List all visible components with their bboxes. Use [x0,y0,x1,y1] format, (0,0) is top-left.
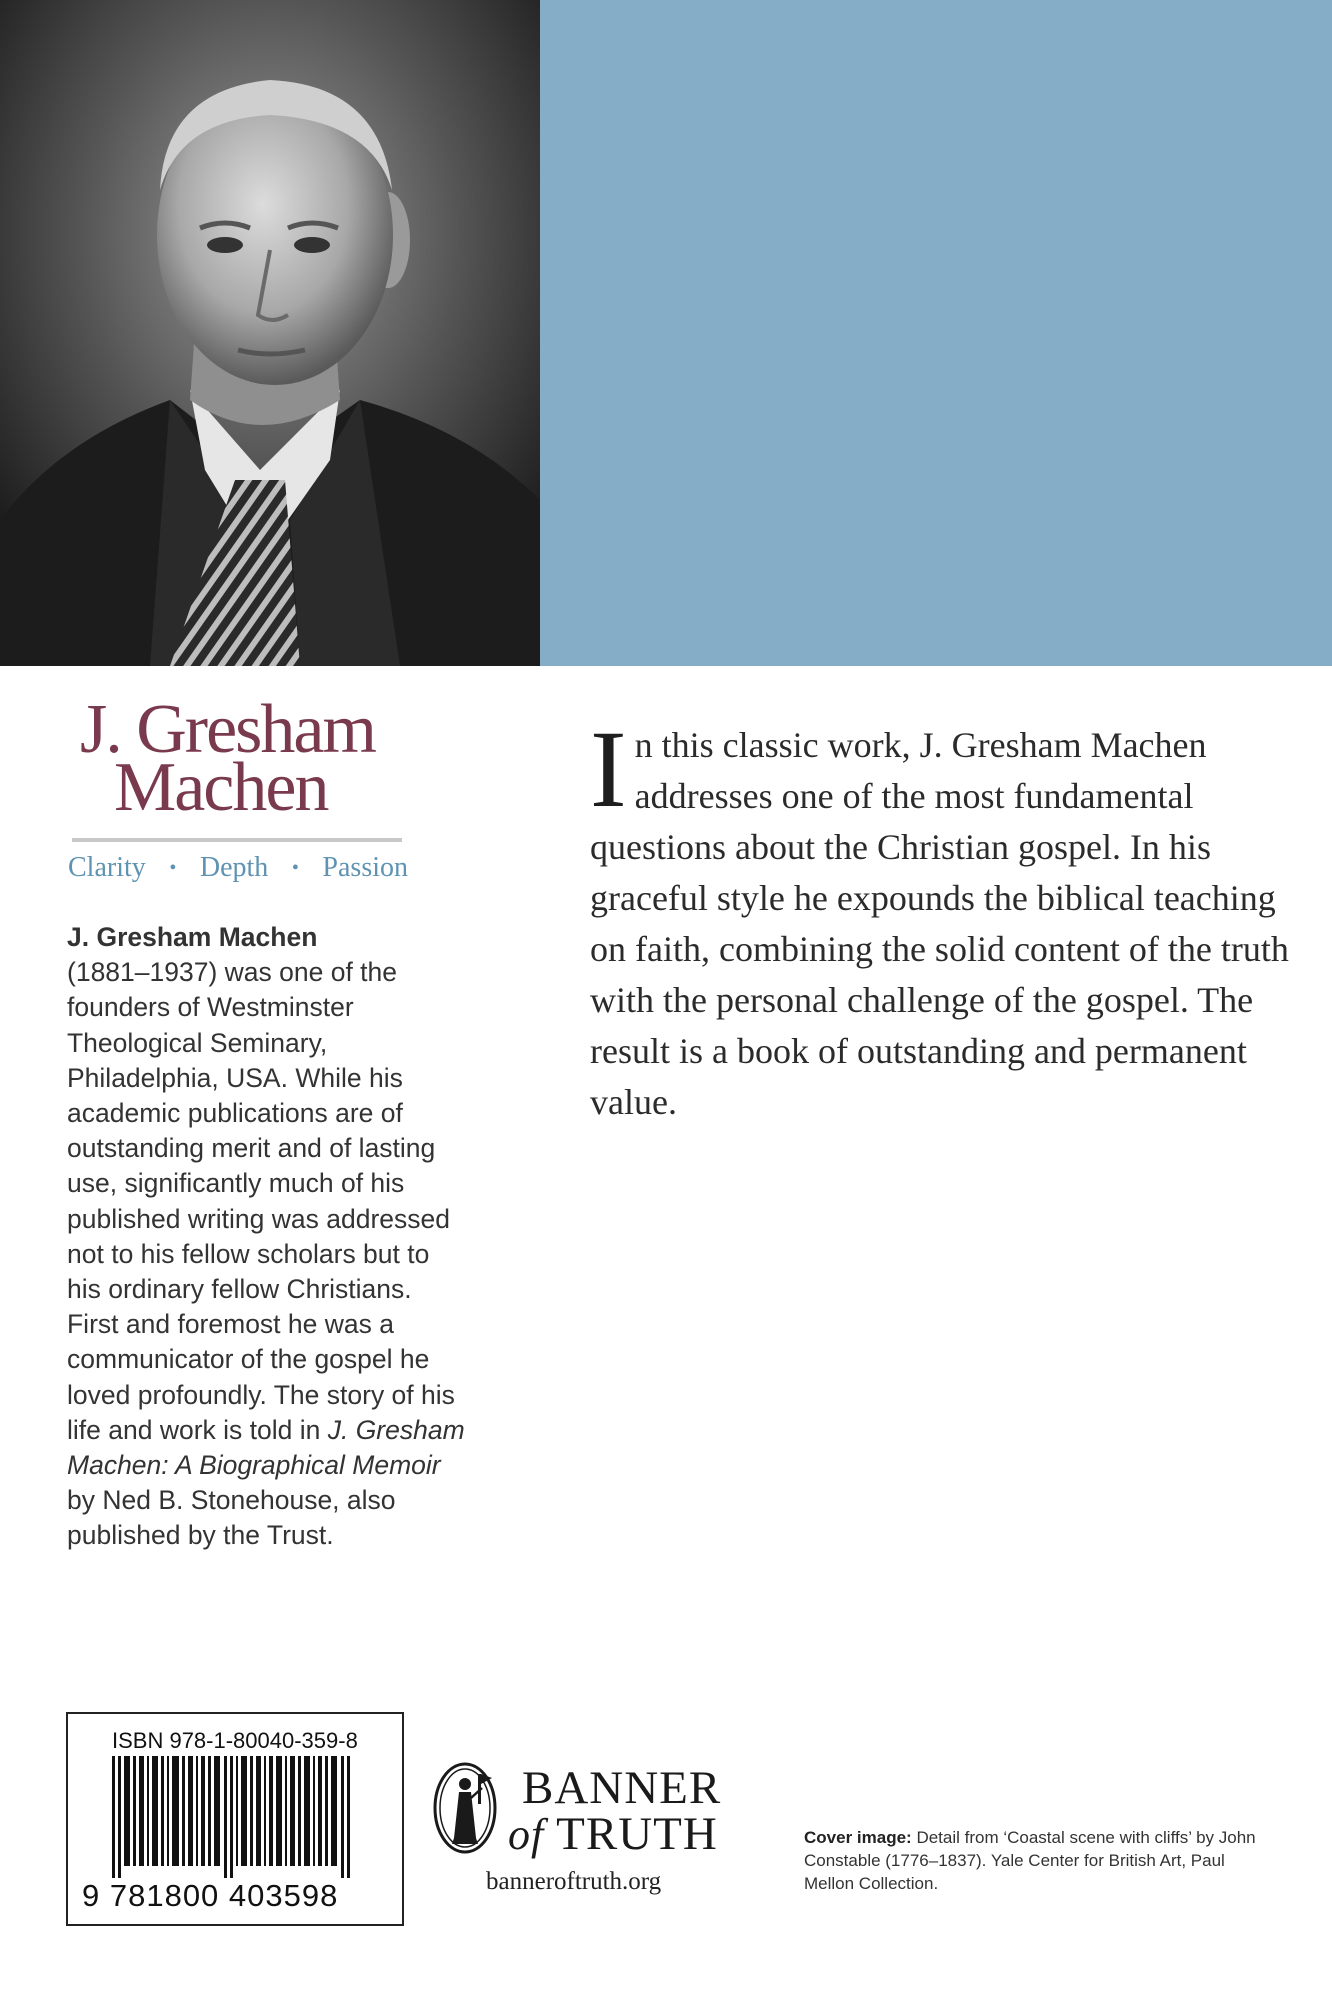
tagline-passion: Passion [322,852,408,883]
publisher-truth: TRUTH [556,1808,718,1860]
portrait-illustration [0,0,540,666]
tagline-depth: Depth [199,852,269,883]
cover-image-credit [804,1826,1264,1895]
cover-credit-label: Cover image: [804,1828,912,1847]
isbn-barcode [66,1712,404,1926]
publisher-of: of [508,1810,545,1859]
bio-text-end: by Ned B. Stonehouse, also published by the Trust. [67,1485,396,1551]
barcode-bars [112,1756,362,1878]
book-description [590,708,1290,1128]
name-divider [72,838,402,842]
publisher-block [432,1760,732,1910]
isbn-label: ISBN 978-1-80040-359-8 [112,1728,358,1753]
bio-text: (1881–1937) was one of the founders of Westminster Theological Seminary, Philadelphia, USA. While his academic publications are of outstanding merit and of lasting use, significantly much of his published writing was addressed not to his fellow scholars but to his ordinary fellow Christians. First and foremost he was a communicator of the gospel he loved profoundly. The story of his life and work is told in [67,957,455,1445]
author-portrait-photo [0,0,540,666]
publisher-url: banneroftruth.org [486,1868,662,1895]
barcode-digits: 9 781800 403598 [82,1878,339,1913]
description-text: n this classic work, J. Gresham Machen addresses one of the most fundamental questions about the Christian gospel. In his graceful style he expounds the biblical teaching on faith, combining the solid content of the truth with the personal challenge of the gospel. The result is a book of outstanding and permanent value. [590,725,1289,1122]
tagline-clarity: Clarity [68,852,146,883]
publisher-name-banner: BANNER [522,1762,722,1814]
cover-credit-text: Detail from ‘Coastal scene with cliffs’ by John Constable (1776–1837). Yale Center for British Art, Paul Mellon Collection. [804,1828,1256,1893]
publisher-name-of-truth [508,1810,718,1859]
author-biography [67,920,467,1554]
banner-of-truth-logo-icon [432,1760,498,1856]
tagline-separator: • [169,856,177,879]
drop-cap: I [590,708,627,830]
bio-book-title: J. Gresham Machen: A Biographical Memoir [67,1414,465,1481]
tagline [68,852,408,884]
tagline-separator: • [291,856,299,879]
author-name-line2: Machen [114,749,328,826]
bio-author-name: J. Gresham Machen [67,922,318,952]
blue-color-panel [540,0,1332,666]
author-name-line1: J. Gresham [80,691,375,768]
